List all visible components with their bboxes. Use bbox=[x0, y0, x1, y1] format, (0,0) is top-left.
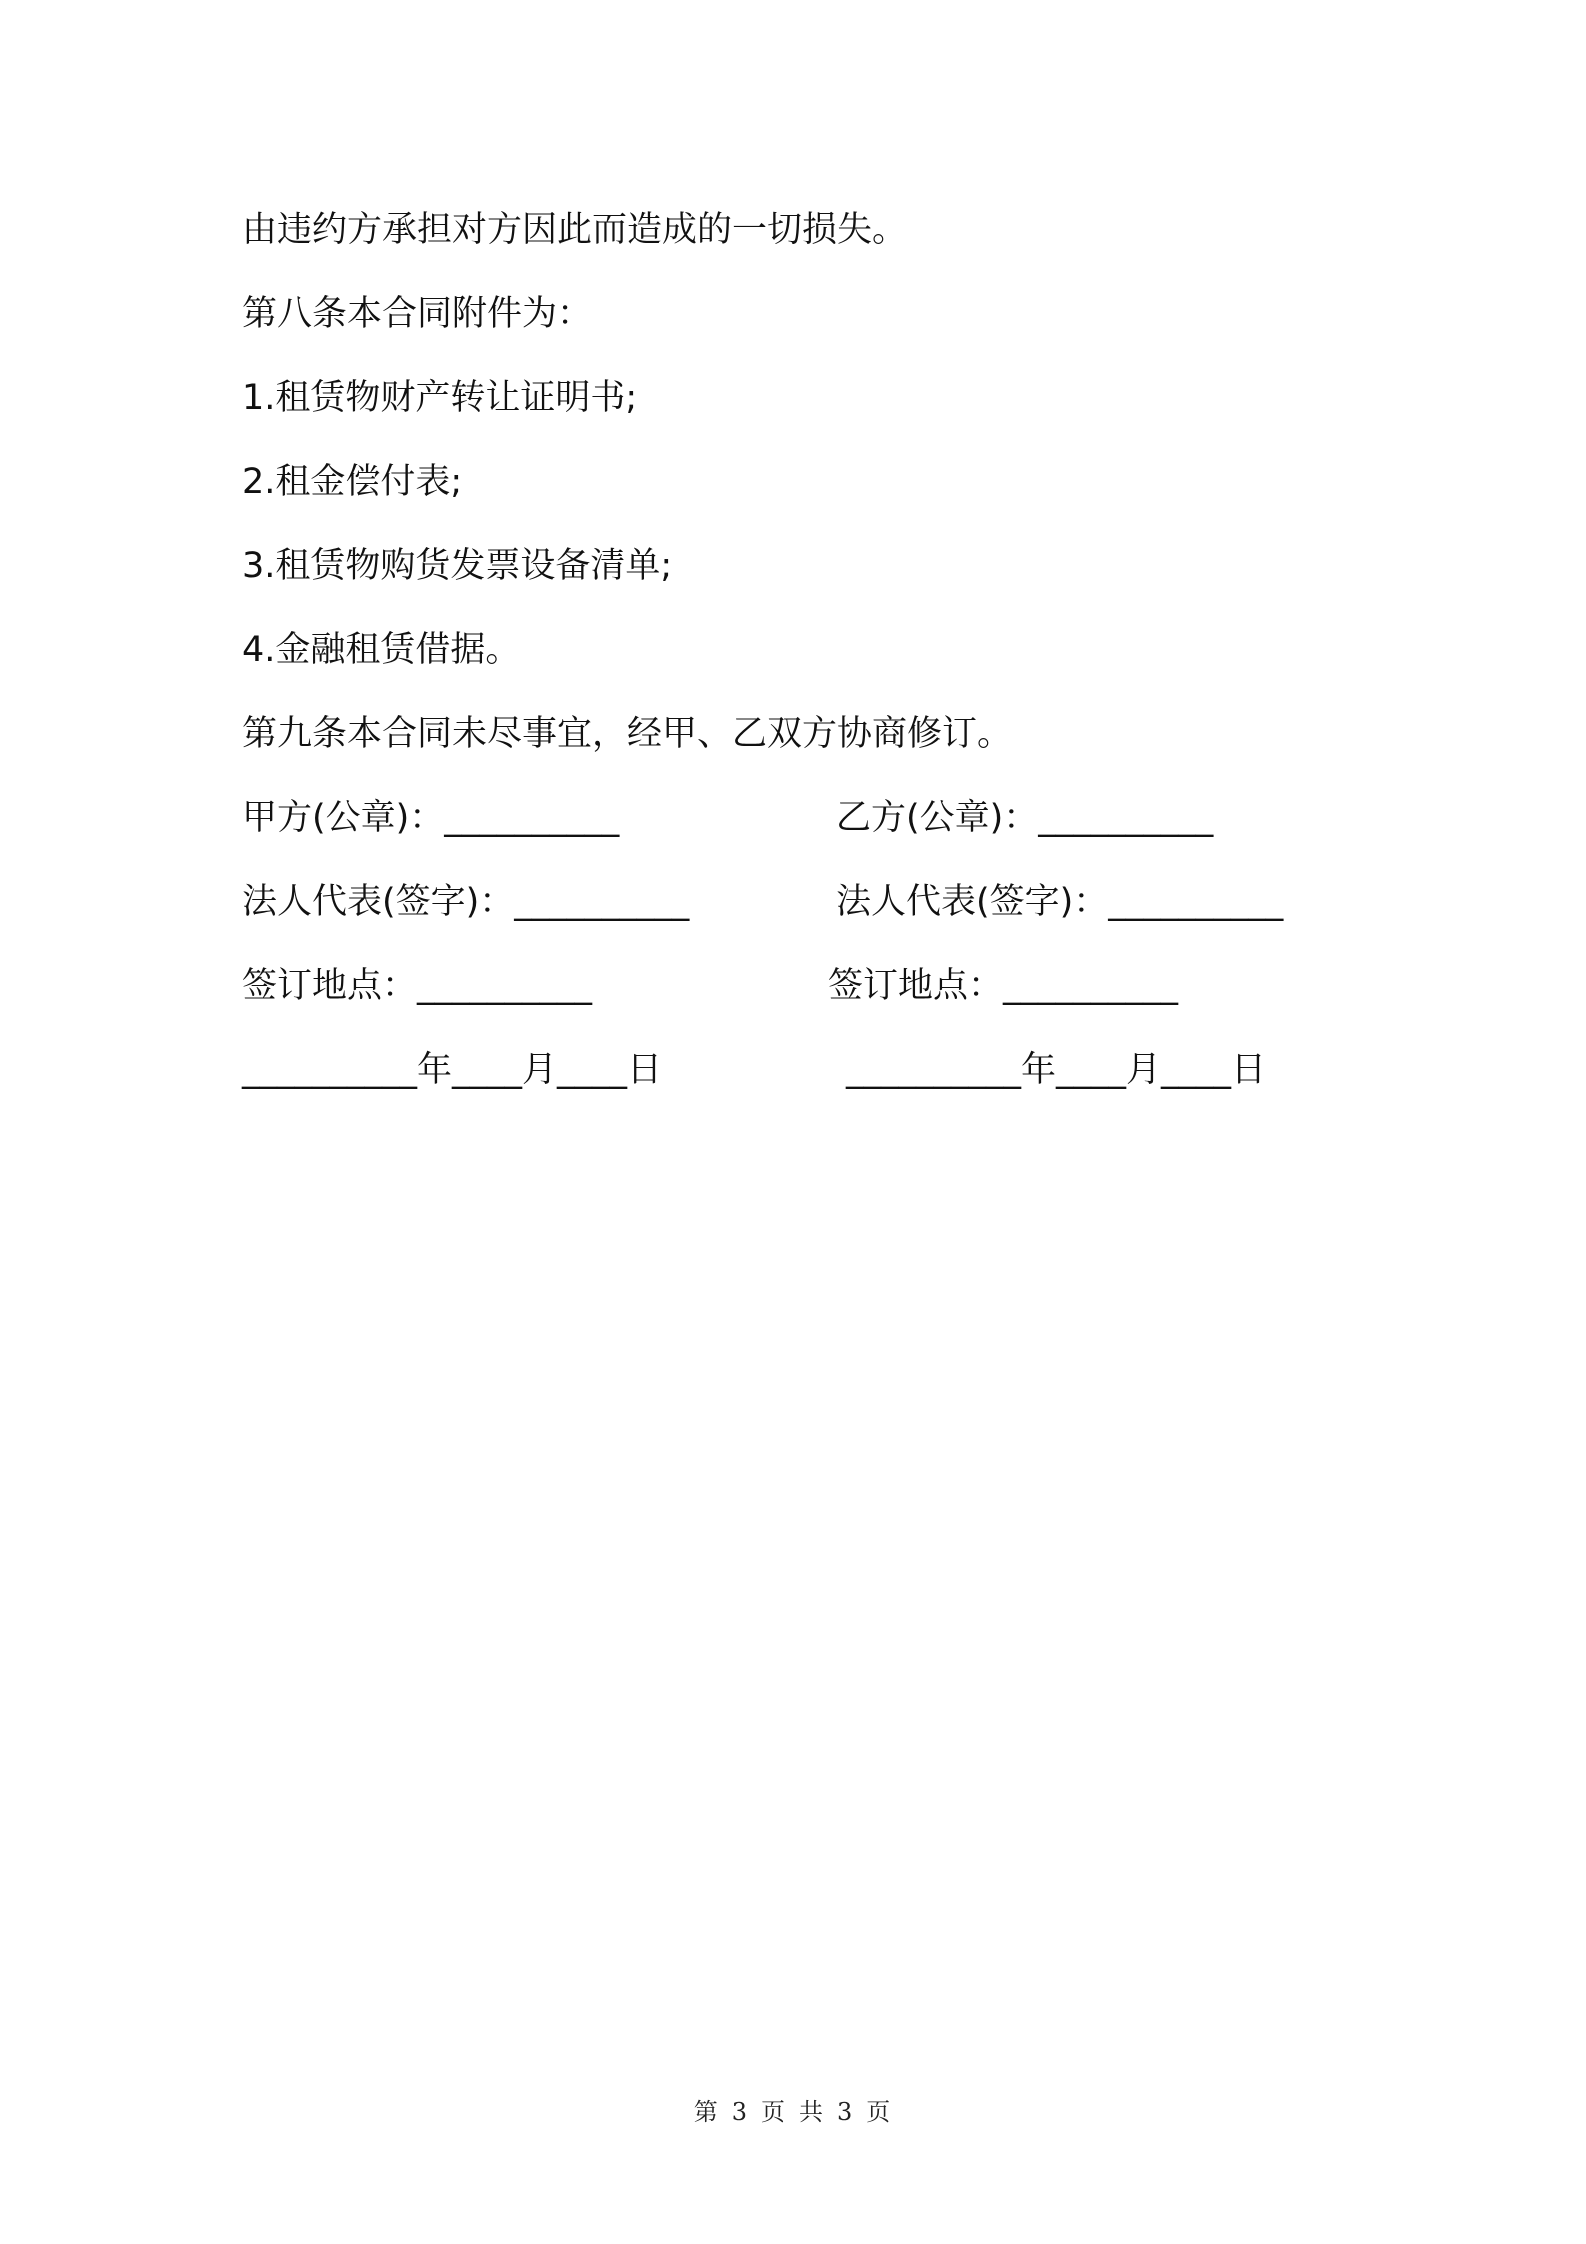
party-a-place-field: 签订地点：__________ bbox=[242, 966, 593, 1006]
document-body bbox=[242, 194, 1352, 1118]
party-b-place-field: 签订地点：__________ bbox=[828, 966, 1179, 1006]
party-a-date-field: __________年____月____日 bbox=[242, 1050, 663, 1090]
party-a-seal-field: 甲方(公章)：__________ bbox=[242, 798, 620, 838]
footer-page-number: 3 bbox=[731, 2098, 749, 2126]
party-a-representative-field: 法人代表(签字)：__________ bbox=[242, 882, 690, 922]
party-b-representative-field: 法人代表(签字)：__________ bbox=[836, 882, 1284, 922]
footer-word-gong: 共 bbox=[799, 2098, 825, 2126]
page-footer bbox=[0, 2092, 1586, 2127]
signature-row-date bbox=[242, 1034, 1352, 1118]
attachment-item: 2.租金偿付表; bbox=[242, 462, 463, 502]
article-9-paragraph: 第九条本合同未尽事宜，经甲、乙双方协商修订。 bbox=[242, 714, 1013, 754]
footer-total-pages: 3 bbox=[837, 2098, 855, 2126]
footer-word-ye-2: 页 bbox=[866, 2098, 893, 2126]
footer-word-di: 第 bbox=[693, 2098, 720, 2126]
attachment-item: 4.金融租赁借据。 bbox=[242, 630, 521, 670]
paragraph-loss-clause: 由违约方承担对方因此而造成的一切损失。 bbox=[242, 210, 908, 250]
signature-row-seal bbox=[242, 782, 1352, 866]
party-b-seal-field: 乙方(公章)：__________ bbox=[836, 798, 1214, 838]
article-8-heading: 第八条本合同附件为： bbox=[242, 294, 593, 334]
attachment-item: 1.租赁物财产转让证明书; bbox=[242, 378, 638, 418]
footer-word-ye: 页 bbox=[761, 2098, 787, 2126]
signature-row-place bbox=[242, 950, 1352, 1034]
party-b-date-field: __________年____月____日 bbox=[846, 1050, 1267, 1090]
signature-row-representative bbox=[242, 866, 1352, 950]
attachment-item: 3.租赁物购货发票设备清单; bbox=[242, 546, 673, 586]
